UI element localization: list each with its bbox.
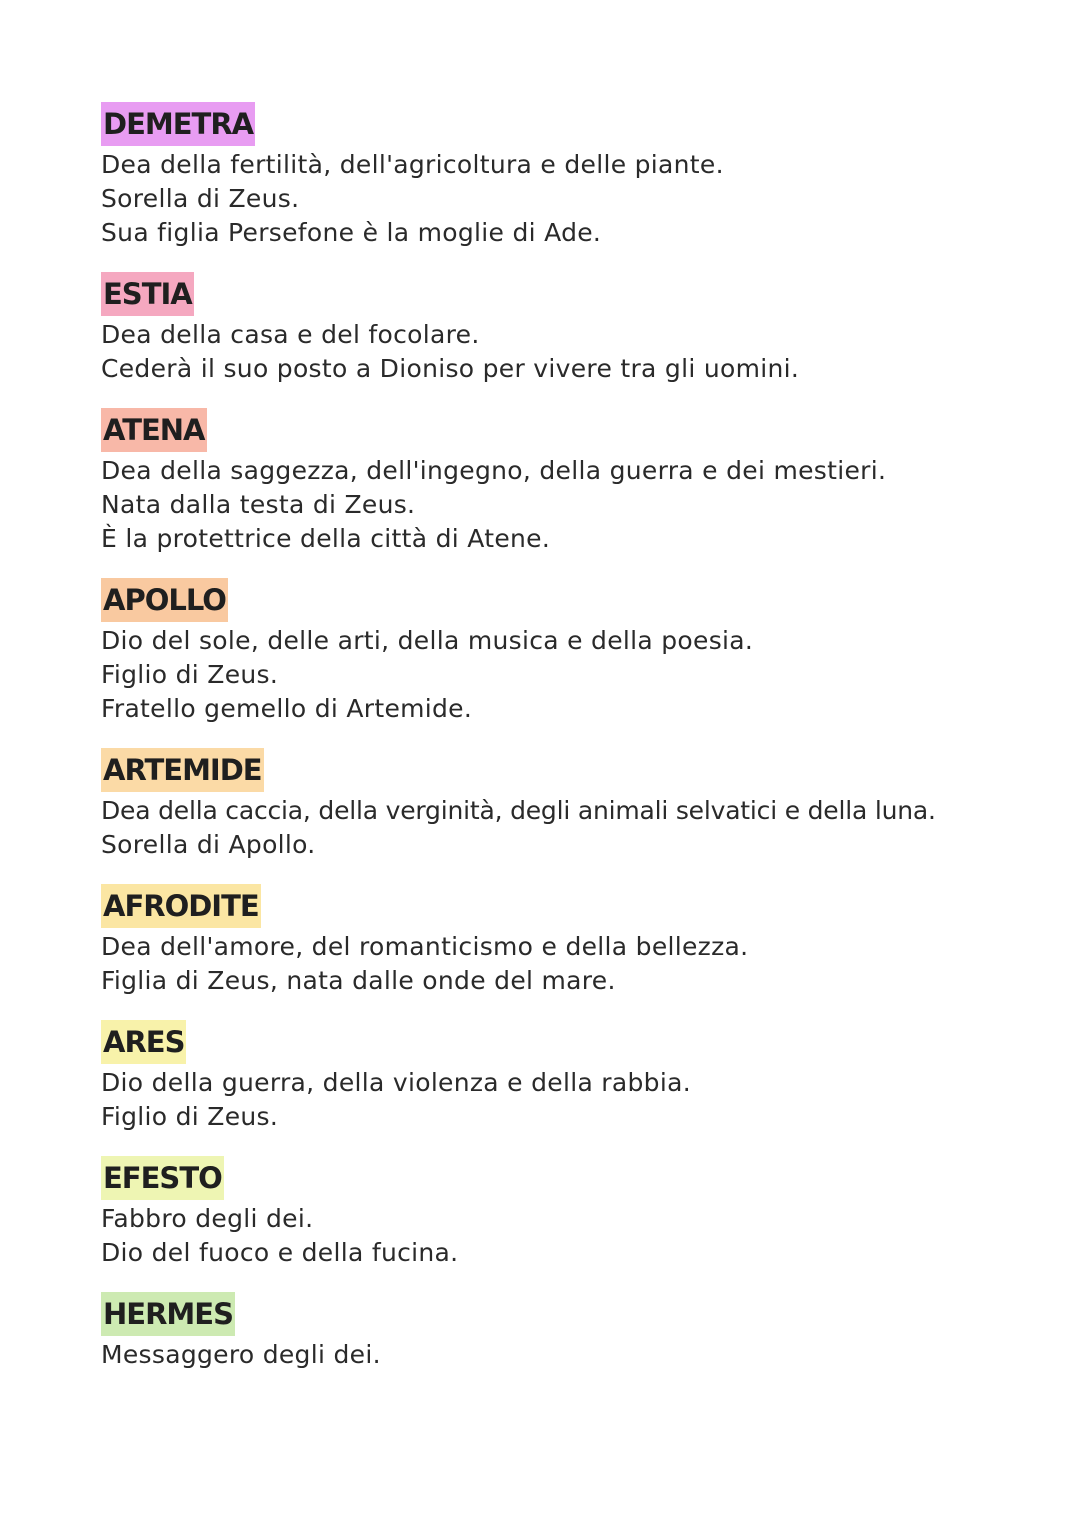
description-line: Fratello gemello di Artemide. (101, 694, 473, 723)
description-line: Figlia di Zeus, nata dalle onde del mare. (101, 966, 616, 995)
deity-description-artemide (101, 794, 936, 862)
entry-estia (101, 272, 799, 386)
description-line: Nata dalla testa di Zeus. (101, 490, 416, 519)
deity-name-afrodite: AFRODITE (101, 884, 261, 928)
description-line: Fabbro degli dei. (101, 1204, 314, 1233)
entry-afrodite (101, 884, 748, 998)
description-line: Dea della fertilità, dell'agricoltura e delle piante. (101, 150, 724, 179)
description-line: Messaggero degli dei. (101, 1340, 381, 1369)
description-line: Dio della guerra, della violenza e della rabbia. (101, 1068, 691, 1097)
deity-name-ares: ARES (101, 1020, 186, 1064)
deity-description-efesto (101, 1202, 458, 1270)
deity-description-estia (101, 318, 799, 386)
deity-description-atena (101, 454, 886, 556)
description-line: Dio del sole, delle arti, della musica e della poesia. (101, 626, 754, 655)
deity-description-apollo (101, 624, 753, 726)
description-line: Dea dell'amore, del romanticismo e della bellezza. (101, 932, 749, 961)
entry-efesto (101, 1156, 458, 1270)
description-line: Sua figlia Persefone è la moglie di Ade. (101, 218, 602, 247)
description-line: Dio del fuoco e della fucina. (101, 1238, 459, 1267)
deity-name-estia: ESTIA (101, 272, 194, 316)
deity-description-afrodite (101, 930, 748, 998)
deity-name-apollo: APOLLO (101, 578, 228, 622)
deity-description-demetra (101, 148, 724, 250)
entry-ares (101, 1020, 691, 1134)
description-line: Dea della caccia, della verginità, degli animali selvatici e della luna. (101, 796, 936, 825)
deity-description-hermes (101, 1338, 381, 1372)
deity-name-artemide: ARTEMIDE (101, 748, 264, 792)
deity-description-ares (101, 1066, 691, 1134)
entry-atena (101, 408, 886, 556)
deity-name-demetra: DEMETRA (101, 102, 255, 146)
description-line: Figlio di Zeus. (101, 1102, 279, 1131)
description-line: Sorella di Apollo. (101, 830, 316, 859)
description-line: Dea della saggezza, dell'ingegno, della guerra e dei mestieri. (101, 456, 887, 485)
deity-name-hermes: HERMES (101, 1292, 235, 1336)
description-line: Dea della casa e del focolare. (101, 320, 480, 349)
description-line: È la protettrice della città di Atene. (101, 524, 551, 553)
description-line: Figlio di Zeus. (101, 660, 279, 689)
deity-name-efesto: EFESTO (101, 1156, 224, 1200)
deity-name-atena: ATENA (101, 408, 207, 452)
entry-demetra (101, 102, 724, 250)
description-line: Cederà il suo posto a Dioniso per vivere tra gli uomini. (101, 354, 800, 383)
entry-hermes (101, 1292, 381, 1372)
description-line: Sorella di Zeus. (101, 184, 300, 213)
entry-apollo (101, 578, 753, 726)
entry-artemide (101, 748, 936, 862)
